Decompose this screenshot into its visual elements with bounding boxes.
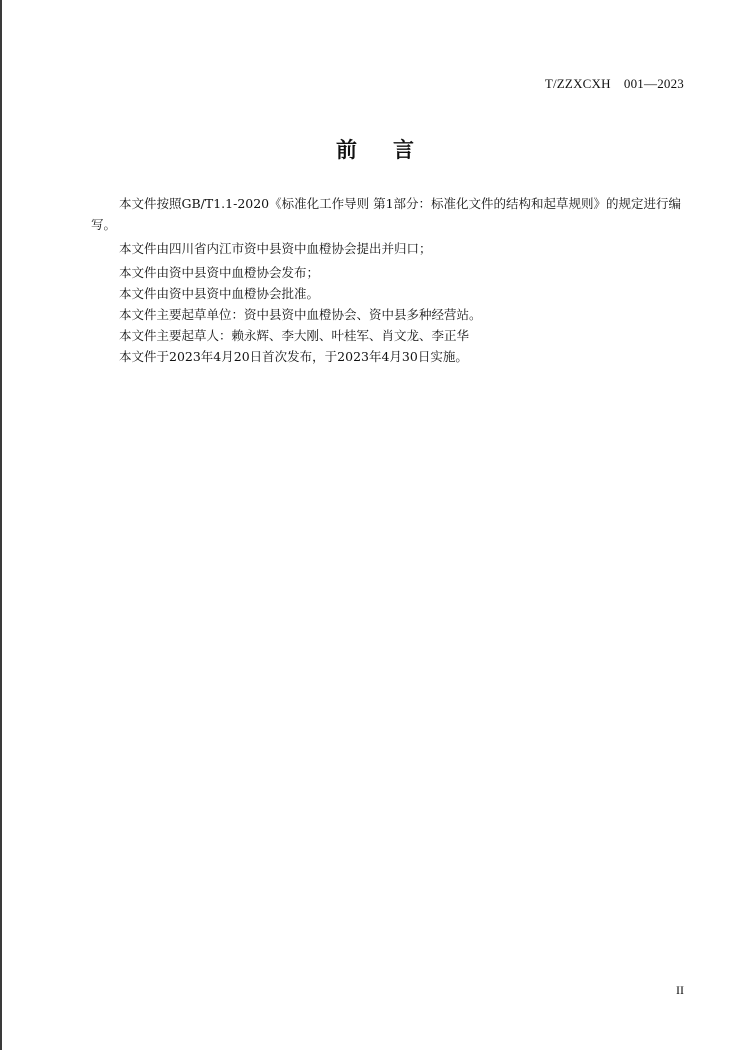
page-number: II <box>676 983 684 997</box>
paragraph-approver: 本文件由资中县资中血橙协会批准。 <box>119 286 320 301</box>
paragraph-dates: 本文件于2023年4月20日首次发布，于2023年4月30日实施。 <box>119 349 468 364</box>
document-code: T/ZZXCXH 001—2023 <box>544 76 684 91</box>
section-title: 前言 <box>336 137 450 162</box>
paragraph-proposer: 本文件由四川省内江市资中县资中血橙协会提出并归口； <box>119 241 432 256</box>
paragraph-drafting-units: 本文件主要起草单位：资中县资中血橙协会、资中县多种经营站。 <box>119 307 482 322</box>
paragraph-publisher: 本文件由资中县资中血橙协会发布； <box>119 265 320 280</box>
paragraph-drafters: 本文件主要起草人：赖永辉、李大刚、叶桂军、肖文龙、李正华 <box>119 328 470 343</box>
paragraph-standard-basis: 本文件按照GB/T1.1-2020《标准化工作导则 第1部分：标准化文件的结构和起草规则》的规定进行编写。 <box>91 196 682 232</box>
foreword-body <box>91 193 688 367</box>
